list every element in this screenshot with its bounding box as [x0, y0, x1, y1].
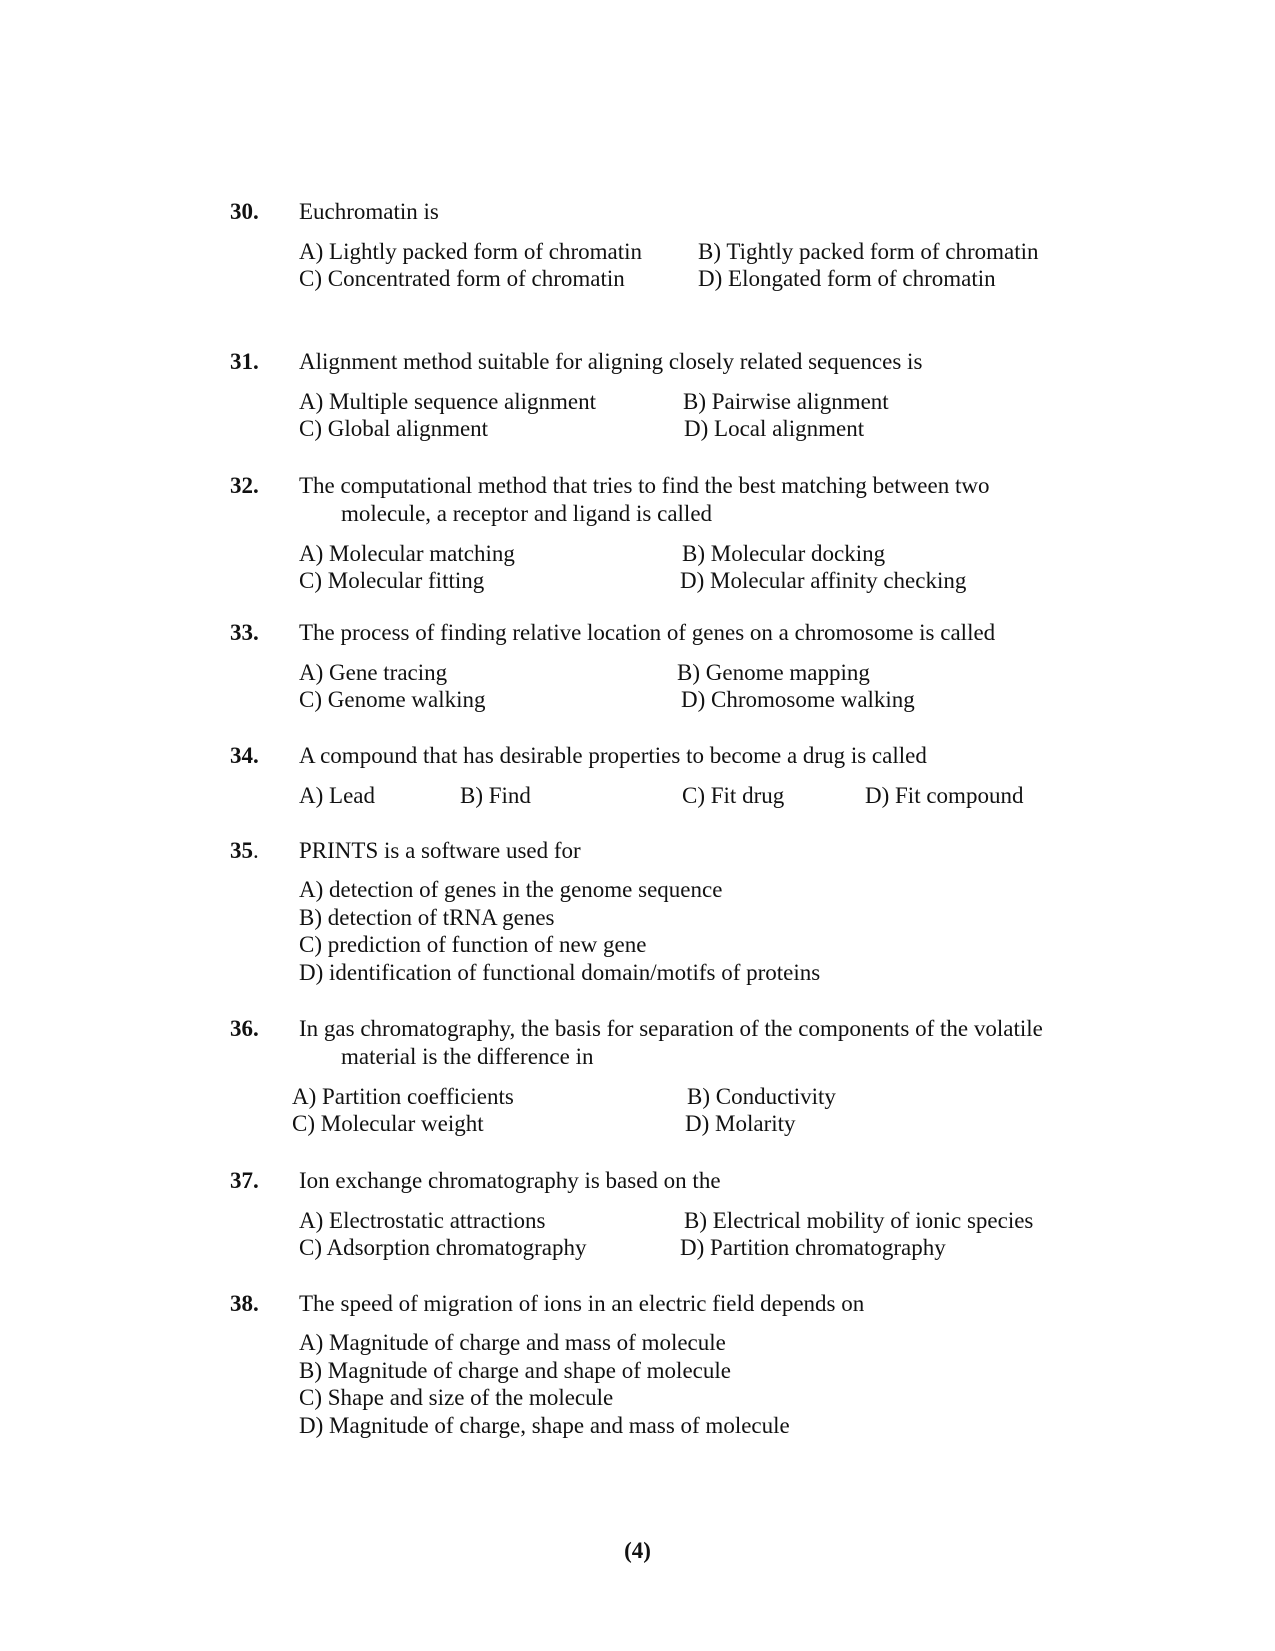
question-number: 33.	[230, 620, 259, 645]
option-b: B) detection of tRNA genes	[299, 904, 555, 930]
options	[299, 658, 1120, 716]
question-number: 31.	[230, 349, 259, 374]
option-d: D) Molecular affinity checking	[680, 568, 967, 593]
question-text-line1: In gas chromatography, the basis for separation of the components of the volatile	[299, 1016, 1043, 1041]
question-37	[230, 1167, 1120, 1264]
question-text	[299, 1015, 1120, 1071]
question-32	[230, 472, 1120, 597]
question-34	[230, 742, 1120, 811]
question-text: PRINTS is a software used for	[299, 838, 581, 863]
question-number: 30.	[230, 199, 259, 224]
options	[299, 781, 1120, 811]
option-b: B) Electrical mobility of ionic species	[684, 1208, 1034, 1233]
option-c: C) prediction of function of new gene	[299, 932, 647, 957]
option-b: B) Find	[460, 783, 531, 808]
option-c: C) Adsorption chromatography	[299, 1235, 587, 1260]
question-number	[230, 837, 259, 865]
option-d: D) Chromosome walking	[681, 687, 915, 712]
options	[299, 1206, 1120, 1264]
question-number: 34.	[230, 743, 259, 768]
question-33	[230, 619, 1120, 716]
option-c: C) Genome walking	[299, 687, 486, 712]
option-a: A) Molecular matching	[299, 541, 515, 566]
question-31	[230, 348, 1120, 445]
option-d: D) Molarity	[685, 1111, 796, 1136]
option-a: A) Gene tracing	[299, 660, 448, 685]
option-a: A) Partition coefficients	[292, 1084, 514, 1109]
question-36	[230, 1015, 1120, 1140]
options	[299, 237, 1120, 295]
question-number: 36.	[230, 1016, 259, 1041]
option-a: A) Electrostatic attractions	[299, 1208, 546, 1233]
option-c: C) Molecular fitting	[299, 568, 485, 593]
question-text-line1: The computational method that tries to find the best matching between two	[299, 473, 990, 498]
option-a: A) detection of genes in the genome sequence	[299, 877, 723, 902]
option-a: A) Lightly packed form of chromatin	[299, 239, 642, 264]
question-text: The process of finding relative location of genes on a chromosome is called	[299, 620, 996, 645]
question-number: 37.	[230, 1168, 259, 1193]
option-d: D) Partition chromatography	[680, 1235, 946, 1260]
question-text: Alignment method suitable for aligning closely related sequences is	[299, 349, 923, 374]
question-number-suffix: .	[253, 838, 259, 863]
question-number: 38.	[230, 1291, 259, 1316]
options	[299, 876, 1120, 986]
question-text	[299, 472, 1120, 528]
question-30	[230, 198, 1120, 295]
option-c: C) Fit drug	[682, 783, 785, 808]
option-a: A) Lead	[299, 783, 375, 808]
option-c: C) Shape and size of the molecule	[299, 1385, 614, 1410]
option-d: D) Local alignment	[684, 416, 865, 441]
option-b: B) Genome mapping	[677, 660, 870, 685]
question-number-digits: 35	[230, 838, 253, 863]
options	[292, 1082, 1120, 1140]
option-b: B) Conductivity	[687, 1084, 836, 1109]
option-d: D) identification of functional domain/motifs of proteins	[299, 959, 821, 985]
option-c: C) Concentrated form of chromatin	[299, 266, 625, 291]
option-a: A) Multiple sequence alignment	[299, 389, 597, 414]
option-b: B) Tightly packed form of chromatin	[698, 239, 1039, 264]
option-d: D) Fit compound	[865, 783, 1024, 808]
question-text: A compound that has desirable properties to become a drug is called	[299, 743, 927, 768]
option-c: C) Global alignment	[299, 416, 489, 441]
question-35	[230, 837, 1120, 986]
question-text: Ion exchange chromatography is based on the	[299, 1168, 721, 1193]
question-number: 32.	[230, 473, 259, 498]
options	[299, 539, 1120, 597]
question-text-line2: molecule, a receptor and ligand is called	[341, 501, 713, 526]
option-c: C) Molecular weight	[292, 1111, 484, 1136]
question-38	[230, 1290, 1120, 1439]
question-text: The speed of migration of ions in an electric field depends on	[299, 1291, 865, 1316]
option-b: B) Magnitude of charge and shape of molecule	[299, 1357, 731, 1383]
question-text: Euchromatin is	[299, 199, 439, 224]
page-number: (4)	[624, 1538, 651, 1563]
options	[299, 1329, 1120, 1439]
option-d: D) Elongated form of chromatin	[698, 266, 996, 291]
option-a: A) Magnitude of charge and mass of molecule	[299, 1330, 726, 1355]
option-b: B) Molecular docking	[682, 541, 886, 566]
question-text-line2: material is the difference in	[341, 1044, 594, 1069]
option-b: B) Pairwise alignment	[683, 389, 889, 414]
option-d: D) Magnitude of charge, shape and mass of molecule	[299, 1412, 790, 1438]
options	[299, 387, 1120, 445]
